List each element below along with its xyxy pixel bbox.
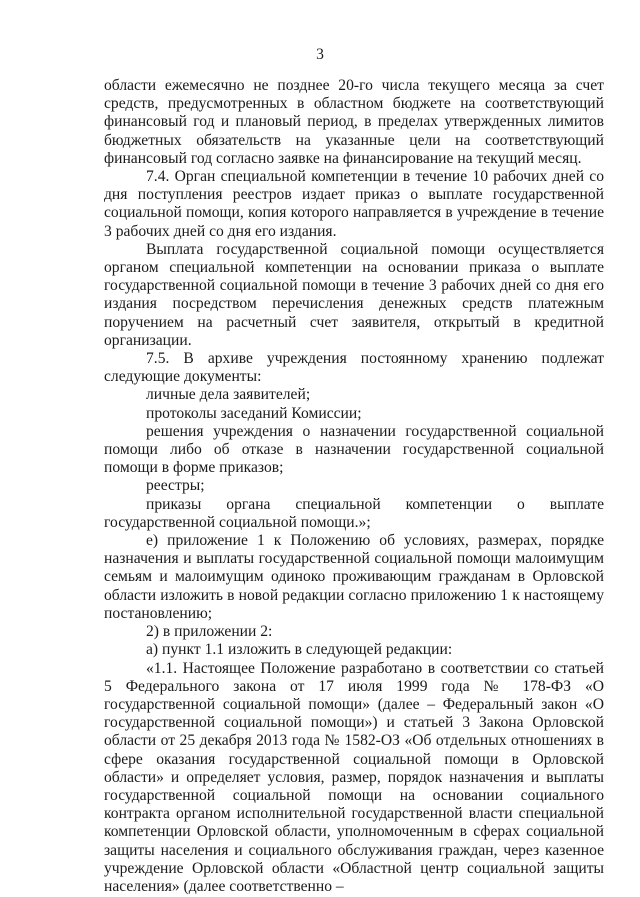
paragraph-7-4: 7.4. Орган специальной компетенции в течение 10 рабочих дней со дня поступления реестров издает приказ о выплате государственной социальной помощи, копия которого направляется в учреждение в течение 3 рабочих дней со дня его издания. — [104, 168, 604, 240]
document-body — [104, 77, 604, 896]
list-item-personal-files: личные дела заявителей; — [146, 386, 311, 404]
paragraph-1-1: «1.1. Настоящее Положение разработано в соответствии со статьей 5 Федерального закона от 17 июля 1999 года № 178-ФЗ «О государственной социальной помощи» (далее – Федеральный закон «О государственной социальной помощи») и статьей 3 Закона Орловской области от 25 декабря 2013 года № 1582-ОЗ «Об отдельных отношениях в сфере оказания государственной социальной помощи в Орловской области» и определяет условия, размер, порядок назначения и выплаты государственной социальной помощи на основании социального контракта органом исполнительной государственной власти специальной компетенции Орловской области, уполномоченным в сферах социальной защиты населения и социального обслуживания граждан, через казенное учреждение Орловской области «Областной центр социальной защиты населения» (далее соответственно – — [104, 659, 604, 895]
list-item-decisions: решения учреждения о назначении государственной социальной помощи либо об отказе в назначении государственной социальной помощи в форме приказов; — [104, 422, 604, 477]
list-item-protocols: протоколы заседаний Комиссии; — [146, 404, 362, 422]
paragraph-item-e: е) приложение 1 к Положению об условиях, размерах, порядке назначения и выплаты государственной социальной помощи малоимущим семьям и малоимущим одиноко проживающим гражданам в Орловской области изложить в новой редакции согласно приложению 1 к настоящему постановлению; — [104, 532, 604, 622]
page-number: 3 — [316, 46, 324, 63]
paragraph-7-5: 7.5. В архиве учреждения постоянному хранению подлежат следующие документы: — [104, 350, 604, 386]
paragraph-item-2: 2) в приложении 2: — [146, 623, 273, 641]
paragraph-funding-continuation: области ежемесячно не позднее 20-го числа текущего месяца за счет средств, предусмотренных в областном бюджете на соответствующий финансовый год и плановый период, в пределах утвержденных лимитов бюджетных обязательств на указанные цели на соответствующий финансовый год согласно заявке на финансирование на текущий месяц. — [104, 77, 604, 167]
paragraph-payment: Выплата государственной социальной помощи осуществляется органом специальной компетенции на основании приказа о выплате государственной социальной помощи в течение 3 рабочих дней со дня его издания посредством перечисления денежных средств платежным поручением на расчетный счет заявителя, открытый в кредитной организации. — [104, 240, 604, 349]
paragraph-item-a: а) пункт 1.1 изложить в следующей редакции: — [146, 641, 453, 659]
list-item-orders: приказы органа специальной компетенции о выплате государственной социальной помощи.»; — [104, 495, 604, 531]
list-item-registers: реестры; — [146, 477, 205, 495]
